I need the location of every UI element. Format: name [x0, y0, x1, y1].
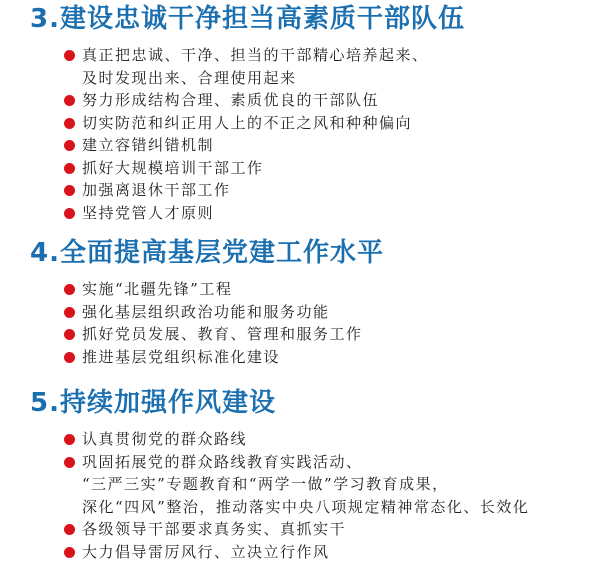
- list-item: [64, 278, 363, 301]
- bullet-list: [64, 428, 529, 563]
- list-item: [64, 179, 429, 202]
- bullet-dot-icon: [64, 434, 75, 445]
- item-text: 加强离退休干部工作: [82, 181, 231, 199]
- list-item: [64, 451, 529, 519]
- item-text: 切实防范和纠正用人上的不正之风和种种偏向: [82, 113, 413, 132]
- bullet-dot-icon: [64, 50, 75, 61]
- bullet-dot-icon: [64, 352, 75, 363]
- item-text: 抓好大规模培训干部工作: [82, 158, 264, 177]
- section-heading: 4.全面提高基层党建工作水平: [30, 238, 384, 268]
- bullet-dot-icon: [64, 524, 75, 535]
- section-heading: 5.持续加强作风建设: [30, 388, 276, 418]
- item-text: “三严三实”专题教育和“两学一做”学习教育成果，: [82, 475, 449, 493]
- item-text: 实施“北疆先锋”工程: [82, 280, 233, 298]
- item-text: 深化“四风”整治，推动落实中央八项规定精神常态化、长效化: [82, 497, 530, 516]
- bullet-dot-icon: [64, 185, 75, 196]
- bullet-dot-icon: [64, 284, 75, 295]
- list-item: [64, 346, 363, 369]
- item-text: 建立容错纠错机制: [82, 136, 215, 154]
- section-heading: 3.建设忠诚干净担当高素质干部队伍: [30, 4, 465, 34]
- list-item: [64, 134, 429, 157]
- item-text: 抓好党员发展、教育、管理和服务工作: [82, 325, 363, 343]
- bullet-dot-icon: [64, 457, 75, 468]
- item-text: 各级领导干部要求真务实、真抓实干: [82, 520, 347, 538]
- list-item: [64, 112, 429, 135]
- item-text: 认真贯彻党的群众路线: [82, 430, 248, 448]
- list-item: [64, 202, 429, 225]
- list-item: [64, 301, 363, 324]
- item-text: 努力形成结构合理、素质优良的干部队伍: [82, 91, 380, 109]
- bullet-dot-icon: [64, 329, 75, 340]
- list-item: [64, 541, 529, 564]
- item-text: 推进基层党组织标准化建设: [82, 347, 281, 366]
- item-text: 坚持党管人才原则: [82, 203, 215, 222]
- list-item: [64, 428, 529, 451]
- item-text: 大力倡导雷厉风行、立决立行作风: [82, 542, 330, 561]
- bullet-dot-icon: [64, 307, 75, 318]
- bullet-dot-icon: [64, 547, 75, 558]
- bullet-dot-icon: [64, 163, 75, 174]
- list-item: [64, 89, 429, 112]
- bullet-list: [64, 278, 363, 368]
- bullet-dot-icon: [64, 118, 75, 129]
- item-text: 真正把忠诚、干净、担当的干部精心培养起来、: [82, 46, 429, 64]
- list-item: [64, 44, 429, 89]
- item-text: 及时发现出来、合理使用起来: [82, 68, 297, 87]
- bullet-list: [64, 44, 429, 224]
- list-item: [64, 323, 363, 346]
- item-text: 巩固拓展党的群众路线教育实践活动、: [82, 452, 363, 471]
- list-item: [64, 518, 529, 541]
- bullet-dot-icon: [64, 95, 75, 106]
- bullet-dot-icon: [64, 140, 75, 151]
- item-text: 强化基层组织政治功能和服务功能: [82, 302, 330, 321]
- list-item: [64, 157, 429, 180]
- bullet-dot-icon: [64, 208, 75, 219]
